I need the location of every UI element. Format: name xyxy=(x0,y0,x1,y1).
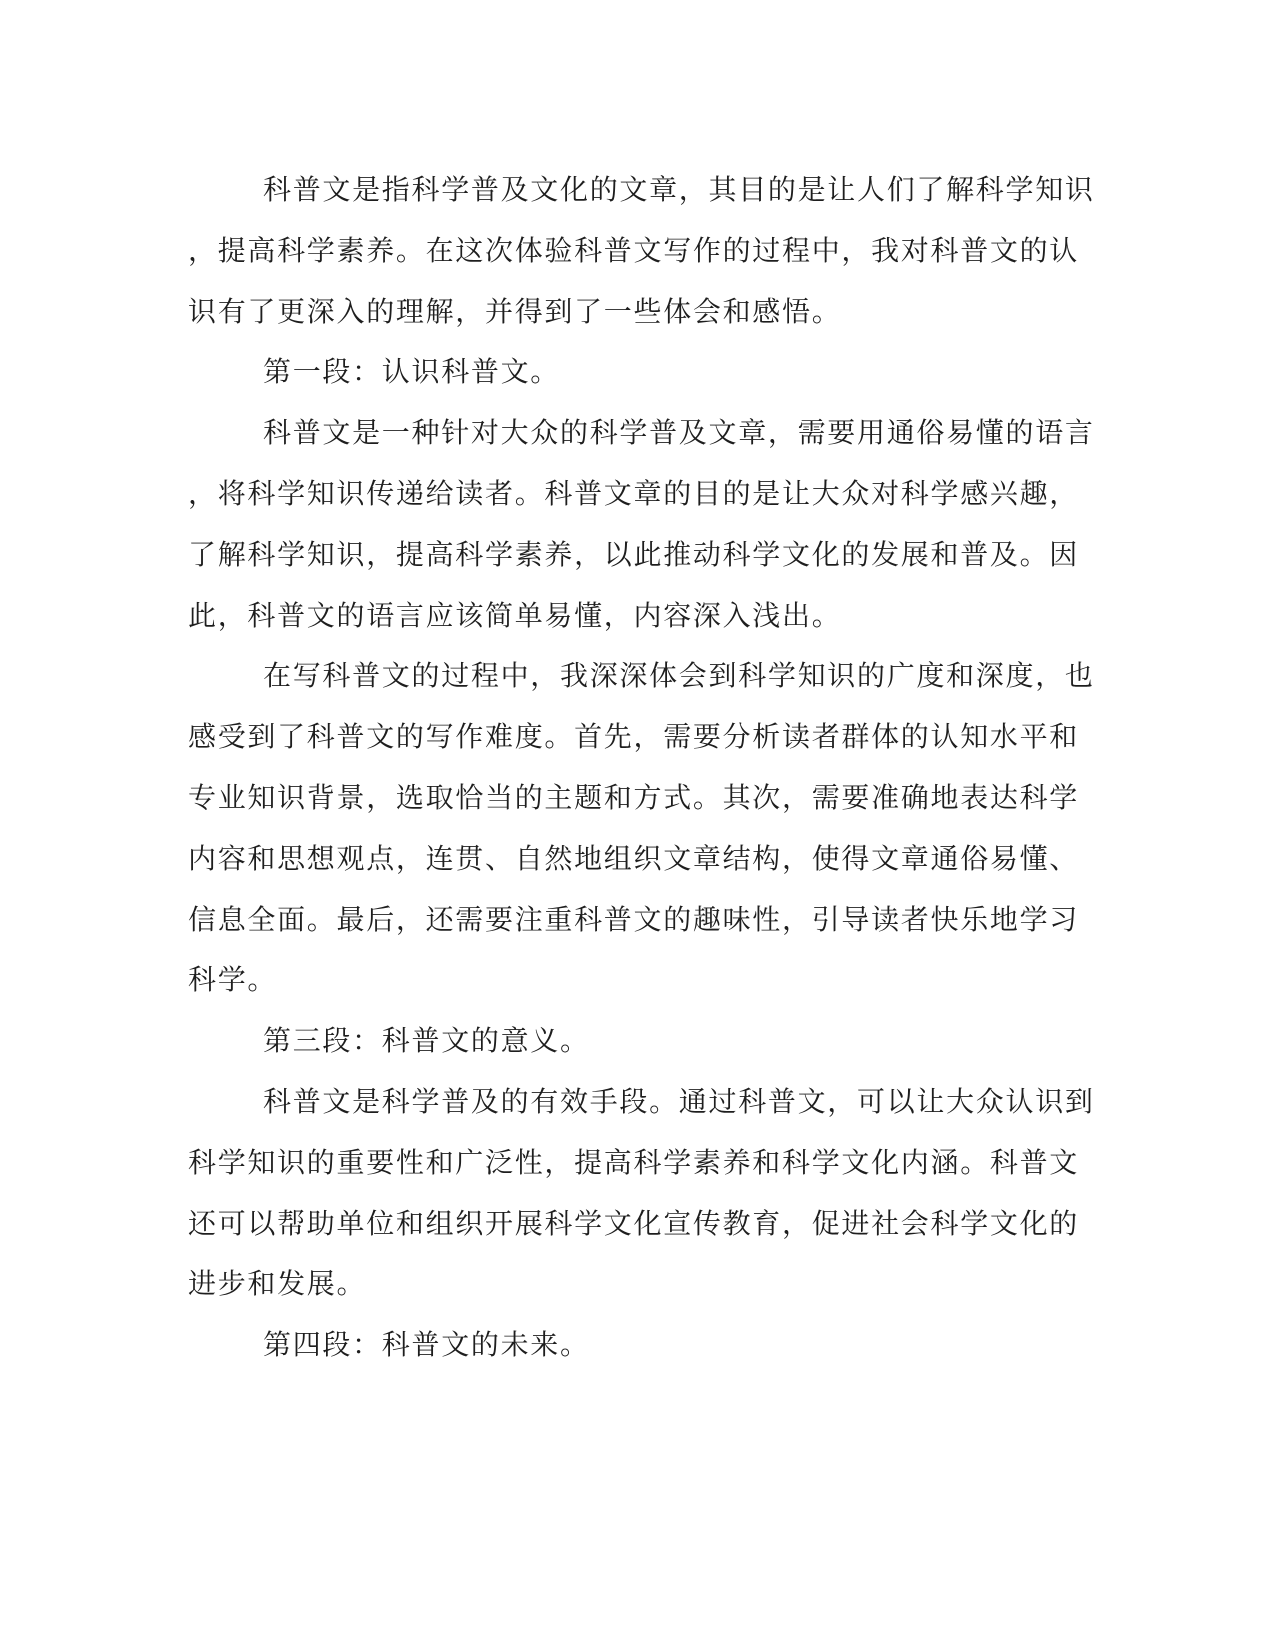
section2-line-1: 在写科普文的过程中，我深深体会到科学知识的广度和深度，也 xyxy=(263,659,1095,693)
section-heading-3: 第三段：科普文的意义。 xyxy=(263,1024,590,1058)
section3-line-1: 科普文是科学普及的有效手段。通过科普文，可以让大众认识到 xyxy=(263,1084,1095,1118)
section-heading-1: 第一段：认识科普文。 xyxy=(263,355,561,389)
section2-line-4: 内容和思想观点，连贯、自然地组织文章结构，使得文章通俗易懂、 xyxy=(188,841,1080,875)
section1-line-4: 此，科普文的语言应该简单易懂，内容深入浅出。 xyxy=(188,598,842,632)
section3-line-2: 科学知识的重要性和广泛性，提高科学素养和科学文化内涵。科普文 xyxy=(188,1145,1080,1179)
intro-line-1: 科普文是指科学普及文化的文章，其目的是让人们了解科学知识 xyxy=(263,173,1095,206)
intro-line-3: 识有了更深入的理解，并得到了一些体会和感悟。 xyxy=(188,294,842,328)
section-heading-4: 第四段：科普文的未来。 xyxy=(263,1328,590,1362)
section2-line-6: 科学。 xyxy=(188,963,278,997)
section1-line-3: 了解科学知识，提高科学素养，以此推动科学文化的发展和普及。因 xyxy=(188,537,1080,571)
section3-line-3: 还可以帮助单位和组织开展科学文化宣传教育，促进社会科学文化的 xyxy=(188,1206,1080,1240)
section1-line-1: 科普文是一种针对大众的科学普及文章，需要用通俗易懂的语言 xyxy=(263,416,1095,450)
section3-line-4: 进步和发展。 xyxy=(188,1267,367,1301)
section2-line-2: 感受到了科普文的写作难度。首先，需要分析读者群体的认知水平和 xyxy=(188,720,1080,754)
section2-line-5: 信息全面。最后，还需要注重科普文的趣味性，引导读者快乐地学习 xyxy=(188,902,1080,936)
document-body xyxy=(188,160,1095,1376)
section2-line-3: 专业知识背景，选取恰当的主题和方式。其次，需要准确地表达科学 xyxy=(188,780,1080,814)
section1-line-2: ，将科学知识传递给读者。科普文章的目的是让大众对科学感兴趣， xyxy=(188,476,1080,510)
intro-line-2: ，提高科学素养。在这次体验科普文写作的过程中，我对科普文的认 xyxy=(188,233,1080,267)
